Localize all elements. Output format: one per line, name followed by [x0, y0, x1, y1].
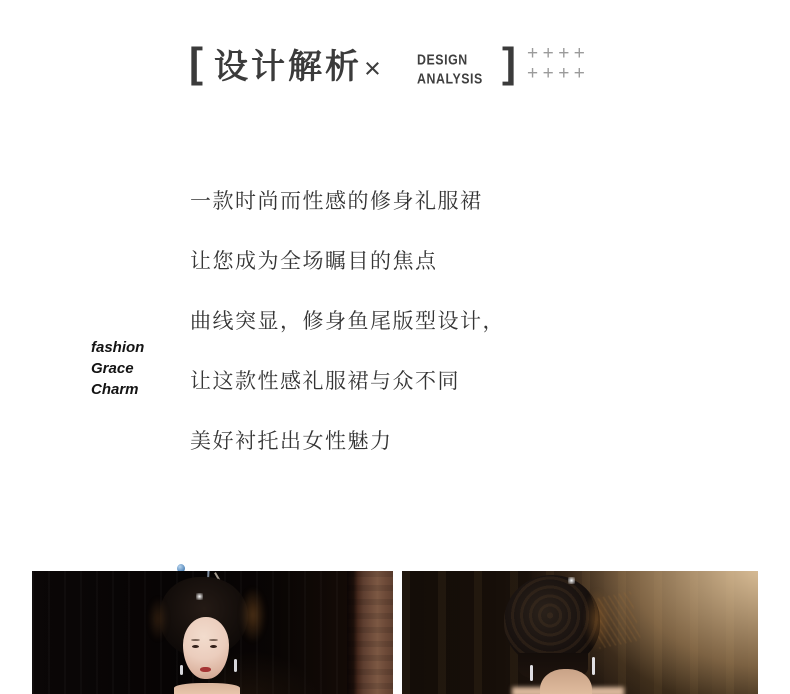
plus-row: ++++ [527, 63, 590, 84]
earring-decoration [180, 665, 183, 675]
hair-highlight [584, 589, 610, 651]
earring-decoration [592, 657, 595, 675]
earring-decoration [234, 659, 237, 672]
model-back-photo [402, 571, 758, 694]
description-line: 让这款性感礼服裙与众不同 [190, 370, 460, 393]
section-title: 设计解析 [214, 48, 362, 86]
model-front-figure [150, 571, 262, 694]
right-bracket-decoration: ] [502, 39, 516, 86]
description-line: 美好衬托出女性魅力 [190, 430, 393, 453]
section-subtitle-en [417, 51, 483, 88]
plus-row: ++++ [527, 43, 590, 64]
earring-decoration [530, 665, 533, 681]
sparkle-icon [196, 593, 203, 600]
model-brow [191, 639, 200, 641]
side-label [91, 337, 144, 400]
description-line: 曲线突显，修身鱼尾版型设计， [190, 310, 505, 333]
hair-highlight [240, 587, 266, 643]
description-line: 一款时尚而性感的修身礼服裙 [190, 190, 483, 213]
product-description [190, 172, 505, 472]
times-icon: × [364, 53, 381, 85]
subtitle-line-2: ANALYSIS [417, 69, 483, 87]
wooden-post [347, 571, 393, 694]
model-back-figure [502, 571, 632, 694]
plus-grid-icon [527, 44, 589, 84]
model-eye [192, 645, 199, 648]
model-eye [210, 645, 217, 648]
side-label-line: fashion [91, 339, 145, 356]
side-label-line: Grace [91, 360, 134, 377]
model-lips [200, 667, 211, 672]
hair-highlight [148, 597, 168, 641]
side-label-line: Charm [91, 381, 139, 398]
left-bracket-decoration: [ [189, 39, 203, 86]
model-brow [209, 639, 218, 641]
model-shoulders [174, 683, 240, 694]
description-line: 让您成为全场瞩目的焦点 [190, 250, 438, 273]
sparkle-icon [568, 577, 575, 584]
model-front-photo [32, 571, 393, 694]
subtitle-line-1: DESIGN [417, 51, 468, 68]
